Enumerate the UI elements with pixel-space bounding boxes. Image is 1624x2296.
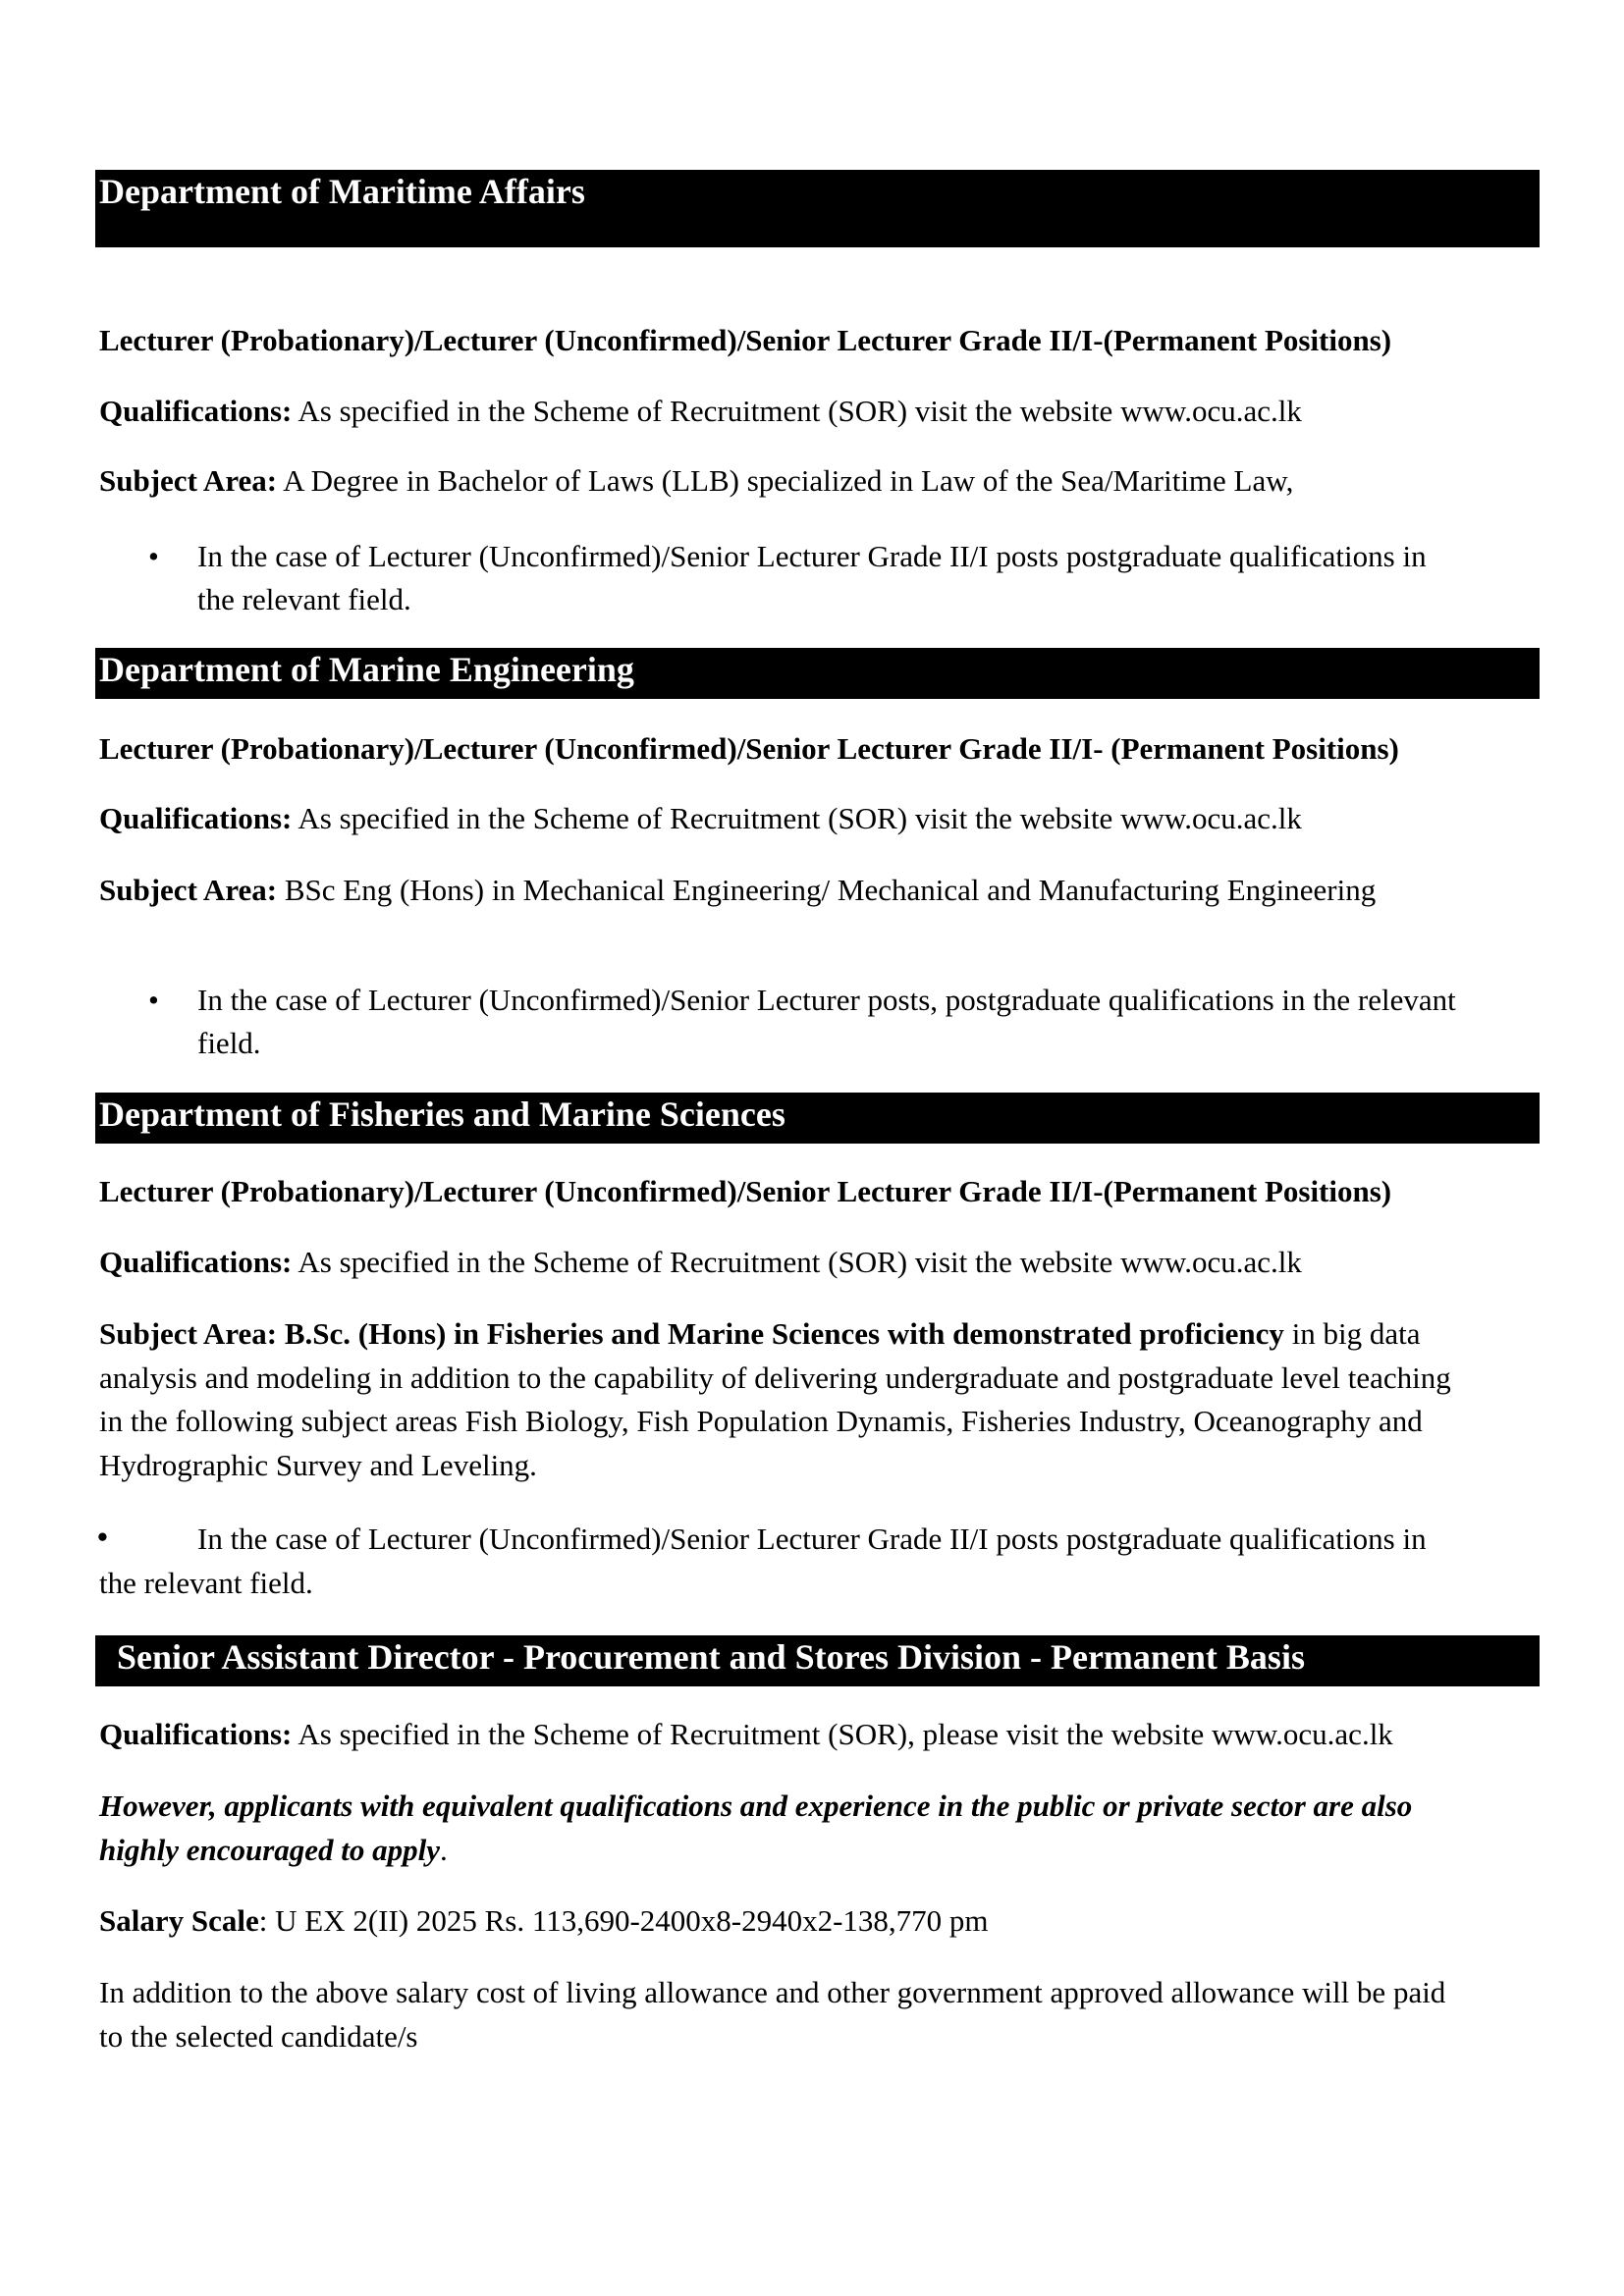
section-heading-procurement <box>95 1635 1540 1686</box>
salary-scale-line <box>99 1905 989 1936</box>
encouragement-note: However, applicants with equivalent qualifications and experience in the public or private sector are also <box>99 1789 1413 1823</box>
note-text: highly encouraged to apply <box>99 1833 441 1867</box>
qualifications-label: Qualifications: <box>99 1717 293 1751</box>
heading-text: Department of Marine Engineering <box>99 650 634 689</box>
bullet-text-line: In the case of Lecturer (Unconfirmed)/Senior Lecturer Grade II/I posts postgraduate qualifications in <box>197 1522 1427 1556</box>
subject-area-text: BSc Eng (Hons) in Mechanical Engineering/ Mechanical and Manufacturing Engineering <box>277 873 1377 907</box>
allowance-line: In addition to the above salary cost of living allowance and other government approved allowance will be paid <box>99 1975 1446 2009</box>
subject-area-line <box>99 875 1376 905</box>
qualifications-label: Qualifications: <box>99 394 293 428</box>
subject-area-continuation: in the following subject areas Fish Biology, Fish Population Dynamis, Fisheries Industry, Oceanography and <box>99 1404 1423 1438</box>
qualifications-text: As specified in the Scheme of Recruitment (SOR) visit the website www.ocu.ac.lk <box>292 394 1302 428</box>
salary-scale-text: : U EX 2(II) 2025 Rs. 113,690-2400x8-2940x2-138,770 pm <box>258 1903 989 1938</box>
bullet-dot: • <box>97 1520 108 1554</box>
qualifications-line <box>99 803 1302 833</box>
post-title: Lecturer (Probationary)/Lecturer (Unconfirmed)/Senior Lecturer Grade II/I- (Permanent Positions) <box>99 731 1399 766</box>
subject-area-text: A Degree in Bachelor of Laws (LLB) specialized in Law of the Sea/Maritime Law, <box>277 463 1294 498</box>
subject-area-line <box>99 465 1293 496</box>
subject-area-label: Subject Area: <box>99 1316 278 1351</box>
salary-scale-label: Salary Scale <box>99 1903 259 1938</box>
qualifications-text: As specified in the Scheme of Recruitment (SOR), please visit the website www.ocu.ac.lk <box>292 1717 1393 1751</box>
subject-area-continuation: Hydrographic Survey and Leveling. <box>99 1448 537 1482</box>
subject-area-label: Subject Area: <box>99 463 278 498</box>
heading-text: Senior Assistant Director - Procurement and Stores Division - Permanent Basis <box>117 1637 1305 1677</box>
subject-area-label: Subject Area: <box>99 873 278 907</box>
qualifications-line <box>99 1247 1302 1277</box>
bullet-text-line: the relevant field. <box>197 582 411 616</box>
heading-text: Department of Fisheries and Marine Sciences <box>99 1095 785 1134</box>
bullet-text-line: In the case of Lecturer (Unconfirmed)/Senior Lecturer Grade II/I posts postgraduate qualifications in <box>197 539 1427 573</box>
bullet-text-line: the relevant field. <box>99 1566 313 1600</box>
note-period: . <box>440 1833 448 1867</box>
bullet-dot: • <box>148 983 159 1017</box>
subject-area-text: in big data <box>1283 1316 1421 1351</box>
section-heading-maritime-affairs <box>95 170 1540 247</box>
encouragement-note-continuation <box>99 1835 448 1865</box>
bullet-text-line: In the case of Lecturer (Unconfirmed)/Senior Lecturer posts, postgraduate qualifications in the relevant <box>197 983 1456 1017</box>
allowance-line: to the selected candidate/s <box>99 2019 418 2054</box>
subject-area-bold-text: B.Sc. (Hons) in Fisheries and Marine Sciences with demonstrated proficiency <box>277 1316 1284 1351</box>
post-title: Lecturer (Probationary)/Lecturer (Unconfirmed)/Senior Lecturer Grade II/I-(Permanent Positions) <box>99 1174 1392 1208</box>
subject-area-line <box>99 1318 1421 1349</box>
qualifications-text: As specified in the Scheme of Recruitment (SOR) visit the website www.ocu.ac.lk <box>292 801 1302 835</box>
bullet-dot: • <box>148 539 159 573</box>
section-heading-fisheries-marine-sciences <box>95 1093 1540 1144</box>
qualifications-label: Qualifications: <box>99 1245 293 1279</box>
bullet-text-line: field. <box>197 1026 261 1060</box>
qualifications-label: Qualifications: <box>99 801 293 835</box>
qualifications-text: As specified in the Scheme of Recruitment (SOR) visit the website www.ocu.ac.lk <box>292 1245 1302 1279</box>
section-heading-marine-engineering <box>95 648 1540 699</box>
heading-text: Department of Maritime Affairs <box>99 172 585 211</box>
subject-area-continuation: analysis and modeling in addition to the capability of delivering undergraduate and postgraduate level teaching <box>99 1361 1451 1395</box>
post-title: Lecturer (Probationary)/Lecturer (Unconfirmed)/Senior Lecturer Grade II/I-(Permanent Positions) <box>99 323 1392 357</box>
qualifications-line <box>99 396 1302 426</box>
qualifications-line <box>99 1719 1393 1749</box>
